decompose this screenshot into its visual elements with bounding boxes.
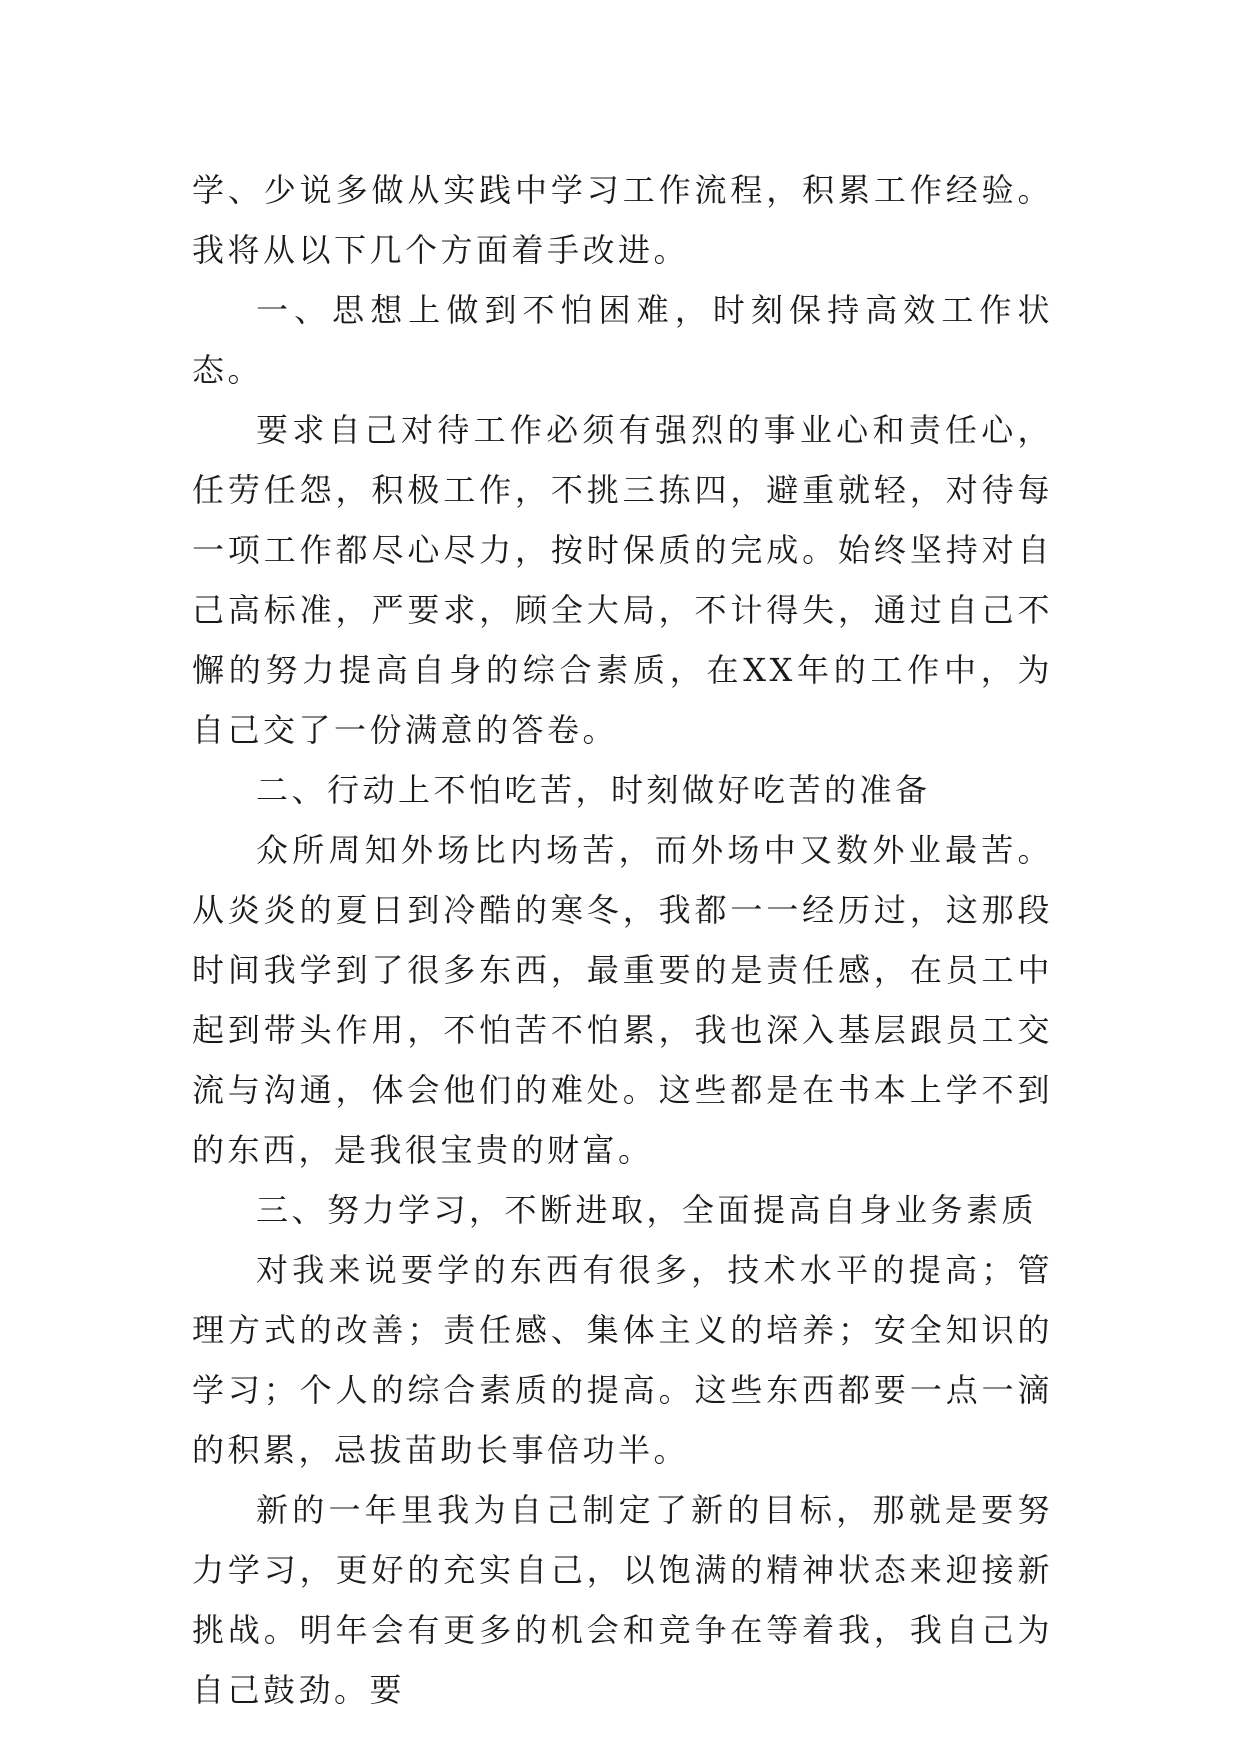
paragraph-section-2: 众所周知外场比内场苦，而外场中又数外业最苦。从炎炎的夏日到冷酷的寒冬，我都一一经历过，这那段时间我学到了很多东西，最重要的是责任感，在员工中起到带头作用，不怕苦不怕累，我也深入基层跟员工交流与沟通，体会他们的难处。这些都是在书本上学不到的东西，是我很宝贵的财富。 — [192, 831, 1053, 1169]
paragraph-continuation: 学、少说多做从实践中学习工作流程，积累工作经验。我将从以下几个方面着手改进。 — [192, 171, 1053, 269]
paragraph-section-3: 对我来说要学的东西有很多，技术水平的提高；管理方式的改善；责任感、集体主义的培养；安全知识的学习；个人的综合素质的提高。这些东西都要一点一滴的积累，忌拔苗助长事倍功半。 — [192, 1251, 1053, 1469]
section-heading-2: 二、行动上不怕吃苦，时刻做好吃苦的准备 — [256, 771, 931, 809]
document-body — [192, 160, 1053, 1720]
section-heading-1: 一、思想上做到不怕困难，时刻保持高效工作状态。 — [192, 291, 1053, 389]
paragraph-section-1: 要求自己对待工作必须有强烈的事业心和责任心，任劳任怨，积极工作，不挑三拣四，避重就轻，对待每一项工作都尽心尽力，按时保质的完成。始终坚持对自己高标准，严要求，顾全大局，不计得失，通过自己不懈的努力提高自身的综合素质，在XX年的工作中，为自己交了一份满意的答卷。 — [192, 411, 1053, 749]
paragraph-goals: 新的一年里我为自己制定了新的目标，那就是要努力学习，更好的充实自己，以饱满的精神状态来迎接新挑战。明年会有更多的机会和竞争在等着我，我自己为自己鼓劲。要 — [192, 1491, 1053, 1709]
section-heading-3: 三、努力学习，不断进取，全面提高自身业务素质 — [256, 1191, 1038, 1229]
